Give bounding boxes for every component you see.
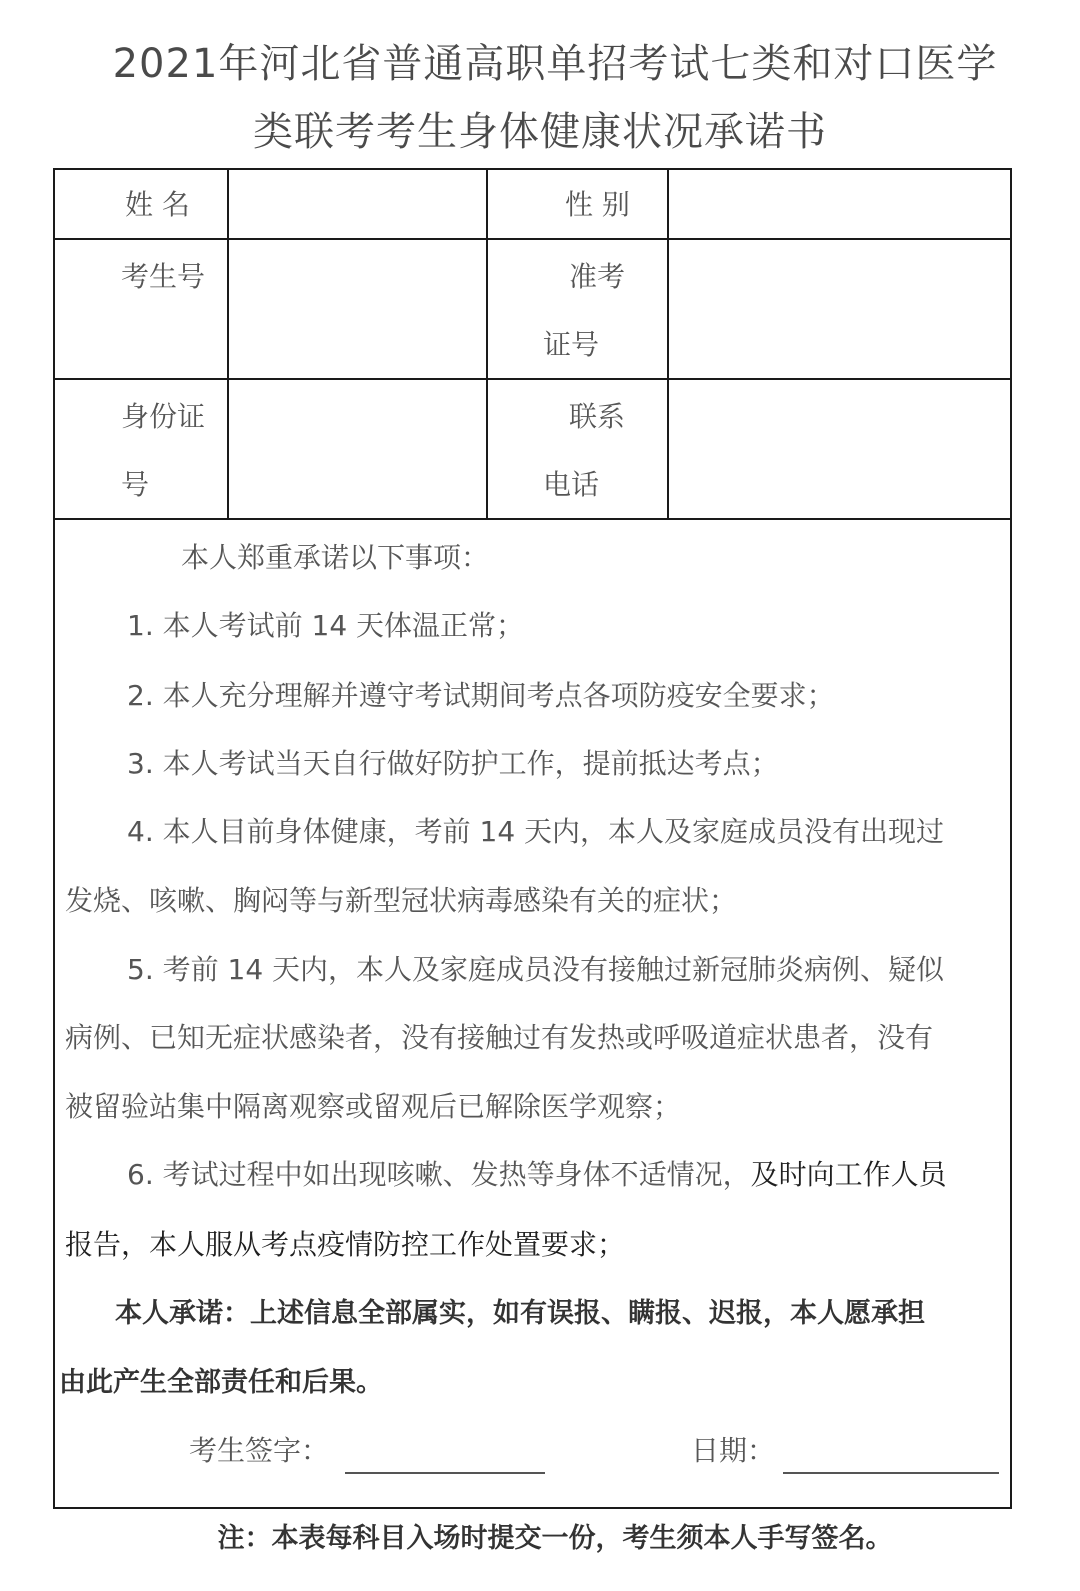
- commitment-statement-line2: 由此产生全部责任和后果。: [59, 1367, 383, 1398]
- col-divider-2: [486, 170, 488, 520]
- examinee-number-label: 考生号: [121, 260, 206, 293]
- date-line[interactable]: [783, 1472, 999, 1474]
- pledge-item-6-line1: [127, 1158, 947, 1192]
- phone-field[interactable]: [669, 380, 1010, 518]
- id-card-label-line1: 身份证: [121, 400, 206, 433]
- admission-ticket-label-line1: 准考: [569, 260, 626, 293]
- pledge-form-table: [53, 168, 1012, 1509]
- pledge-item-4-line2: 发烧、咳嗽、胸闷等与新型冠状病毒感染有关的症状；: [65, 884, 738, 917]
- gender-field[interactable]: [669, 170, 1010, 238]
- pledge-item-5-line3: 被留验站集中隔离观察或留观后已解除医学观察；: [65, 1090, 682, 1123]
- signature-label: 考生签字：: [189, 1434, 330, 1467]
- pledge-intro: 本人郑重承诺以下事项：: [181, 541, 490, 574]
- pledge-item-2: 2. 本人充分理解并遵守考试期间考点各项防疫安全要求；: [127, 679, 835, 712]
- footnote: 注：本表每科目入场时提交一份，考生须本人手写签名。: [217, 1523, 893, 1554]
- document-title-line2: 类联考考生身体健康状况承诺书: [253, 109, 827, 155]
- name-field[interactable]: [229, 170, 486, 238]
- pledge-item-5-line1: 5. 考前 14 天内，本人及家庭成员没有接触过新冠肺炎病例、疑似: [127, 953, 945, 986]
- date-label: 日期：: [691, 1434, 776, 1467]
- pledge-item-6-line2: 报告，本人服从考点疫情防控工作处置要求；: [65, 1228, 626, 1261]
- examinee-number-field[interactable]: [229, 240, 486, 378]
- pledge-item-6-line1-part2: 及时向工作人员: [750, 1158, 947, 1191]
- document-title-line1: 2021年河北省普通高职单招考试七类和对口医学: [112, 41, 998, 87]
- commitment-statement-line1: 本人承诺：上述信息全部属实，如有误报、瞒报、迟报，本人愿承担: [115, 1298, 925, 1329]
- pledge-item-6-line1-part1: 6. 考试过程中如出现咳嗽、发热等身体不适情况，: [127, 1158, 751, 1191]
- admission-ticket-label-line2: 证号: [543, 328, 600, 361]
- row-divider-3: [55, 518, 1010, 520]
- id-card-label-line2: 号: [121, 468, 150, 501]
- pledge-item-1: 1. 本人考试前 14 天体温正常；: [127, 609, 525, 642]
- phone-label-line1: 联系: [569, 400, 626, 433]
- pledge-item-3: 3. 本人考试当天自行做好防护工作，提前抵达考点；: [127, 747, 779, 780]
- admission-ticket-field[interactable]: [669, 240, 1010, 378]
- phone-label-line2: 电话: [543, 468, 600, 501]
- name-label: 姓 名: [125, 188, 190, 221]
- pledge-item-4-line1: 4. 本人目前身体健康，考前 14 天内，本人及家庭成员没有出现过: [127, 815, 945, 848]
- signature-line[interactable]: [345, 1472, 545, 1474]
- gender-label: 性 别: [565, 188, 630, 221]
- id-card-field[interactable]: [229, 380, 486, 518]
- pledge-item-5-line2: 病例、已知无症状感染者，没有接触过有发热或呼吸道症状患者，没有: [65, 1021, 934, 1054]
